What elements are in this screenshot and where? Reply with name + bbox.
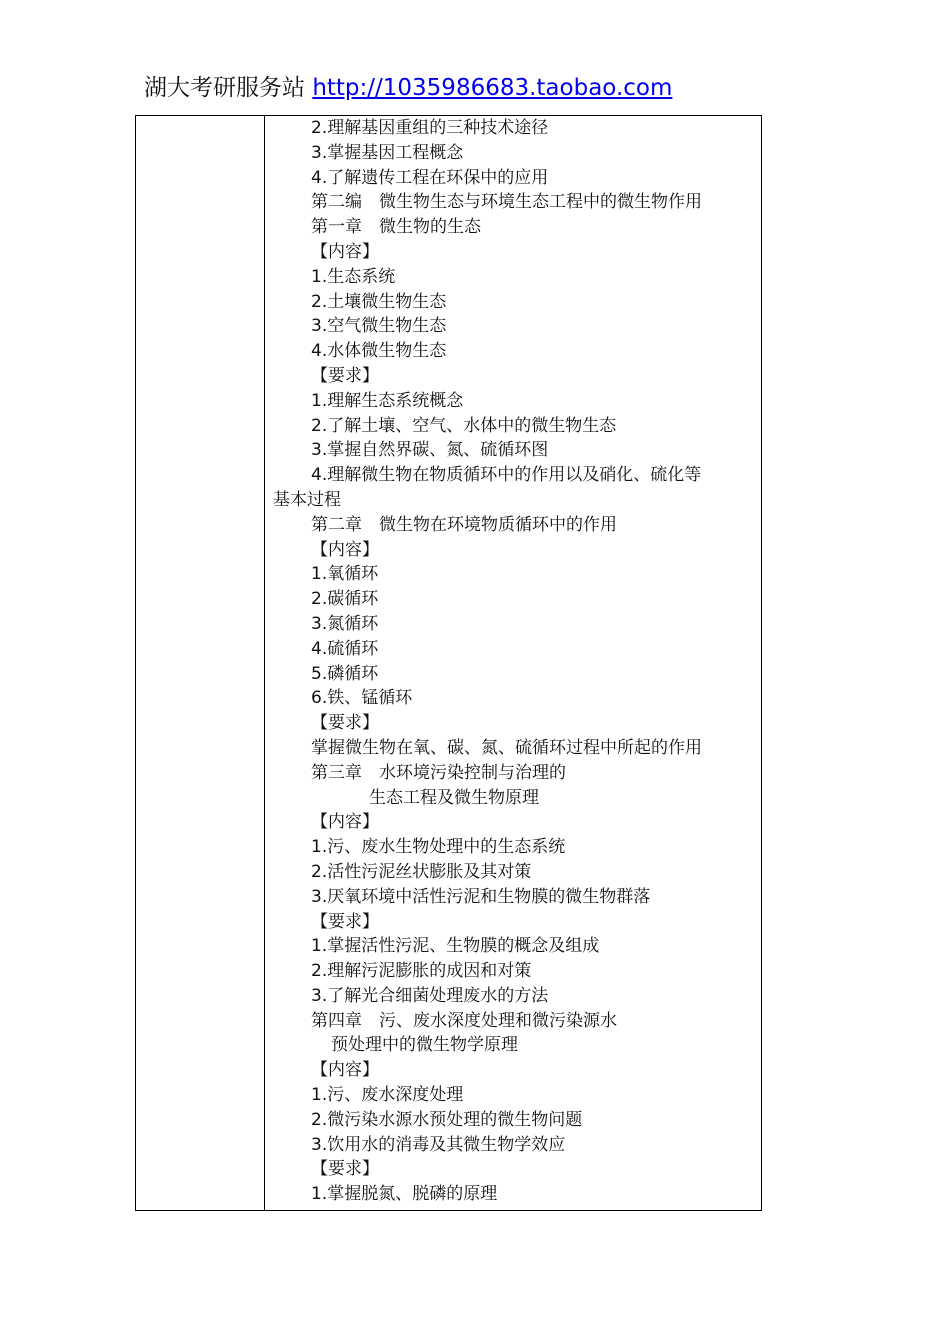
content-line: 1.氧循环 xyxy=(311,564,379,585)
content-line: 第三章 水环境污染控制与治理的 xyxy=(311,762,566,783)
content-line: 1.理解生态系统概念 xyxy=(311,390,464,411)
content-line: 预处理中的微生物学原理 xyxy=(331,1035,518,1056)
content-line: 2.微污染水源水预处理的微生物问题 xyxy=(311,1109,583,1130)
syllabus-table xyxy=(135,115,762,1211)
content-line: 【要求】 xyxy=(311,1159,379,1180)
content-line: 2.活性污泥丝状膨胀及其对策 xyxy=(311,861,532,882)
content-line: 2.理解污泥膨胀的成因和对策 xyxy=(311,961,532,982)
content-line: 掌握微生物在氧、碳、氮、硫循环过程中所起的作用 xyxy=(311,737,702,758)
content-line: 第四章 污、废水深度处理和微污染源水 xyxy=(311,1010,617,1031)
page-header xyxy=(144,70,672,106)
content-line: 【内容】 xyxy=(311,539,379,560)
content-line: 基本过程 xyxy=(273,489,341,510)
content-line: 生态工程及微生物原理 xyxy=(369,787,539,808)
content-line: 3.空气微生物生态 xyxy=(311,316,447,337)
content-line: 2.土壤微生物生态 xyxy=(311,291,447,312)
content-line: 【内容】 xyxy=(311,812,379,833)
content-line: 4.硫循环 xyxy=(311,638,379,659)
content-line: 3.掌握自然界碳、氮、硫循环图 xyxy=(311,440,549,461)
content-line: 1.污、废水深度处理 xyxy=(311,1085,464,1106)
content-line: 【要求】 xyxy=(311,365,379,386)
content-line: 2.理解基因重组的三种技术途径 xyxy=(311,118,549,138)
content-line: 3.氮循环 xyxy=(311,613,379,634)
content-line: 1.生态系统 xyxy=(311,266,396,287)
site-name: 湖大考研服务站 xyxy=(144,75,305,101)
content-line: 【内容】 xyxy=(311,241,379,262)
content-line: 第二章 微生物在环境物质循环中的作用 xyxy=(311,514,617,535)
syllabus-content-cell xyxy=(273,116,758,1207)
content-line: 3.掌握基因工程概念 xyxy=(311,142,464,163)
content-line: 2.了解土壤、空气、水体中的微生物生态 xyxy=(311,415,617,436)
site-url-link[interactable]: http://1035986683.taobao.com xyxy=(312,75,673,101)
content-line: 【要求】 xyxy=(311,911,379,932)
content-line: 【要求】 xyxy=(311,713,379,734)
content-line: 1.掌握脱氮、脱磷的原理 xyxy=(311,1184,498,1205)
content-line: 1.掌握活性污泥、生物膜的概念及组成 xyxy=(311,936,600,957)
content-line: 第二编 微生物生态与环境生态工程中的微生物作用 xyxy=(311,192,702,213)
content-line: 第一章 微生物的生态 xyxy=(311,217,481,238)
content-line: 3.厌氧环境中活性污泥和生物膜的微生物群落 xyxy=(311,886,651,907)
column-divider xyxy=(264,116,265,1210)
content-line: 5.磷循环 xyxy=(311,663,379,684)
content-line: 3.了解光合细菌处理废水的方法 xyxy=(311,985,549,1006)
content-line: 2.碳循环 xyxy=(311,589,379,610)
content-line: 3.饮用水的消毒及其微生物学效应 xyxy=(311,1134,566,1155)
content-line: 【内容】 xyxy=(311,1060,379,1081)
content-line: 4.理解微生物在物质循环中的作用以及硝化、硫化等 xyxy=(311,465,702,486)
content-line: 1.污、废水生物处理中的生态系统 xyxy=(311,837,566,858)
content-line: 6.铁、锰循环 xyxy=(311,688,413,709)
content-line: 4.了解遗传工程在环保中的应用 xyxy=(311,167,549,188)
content-line: 4.水体微生物生态 xyxy=(311,341,447,362)
